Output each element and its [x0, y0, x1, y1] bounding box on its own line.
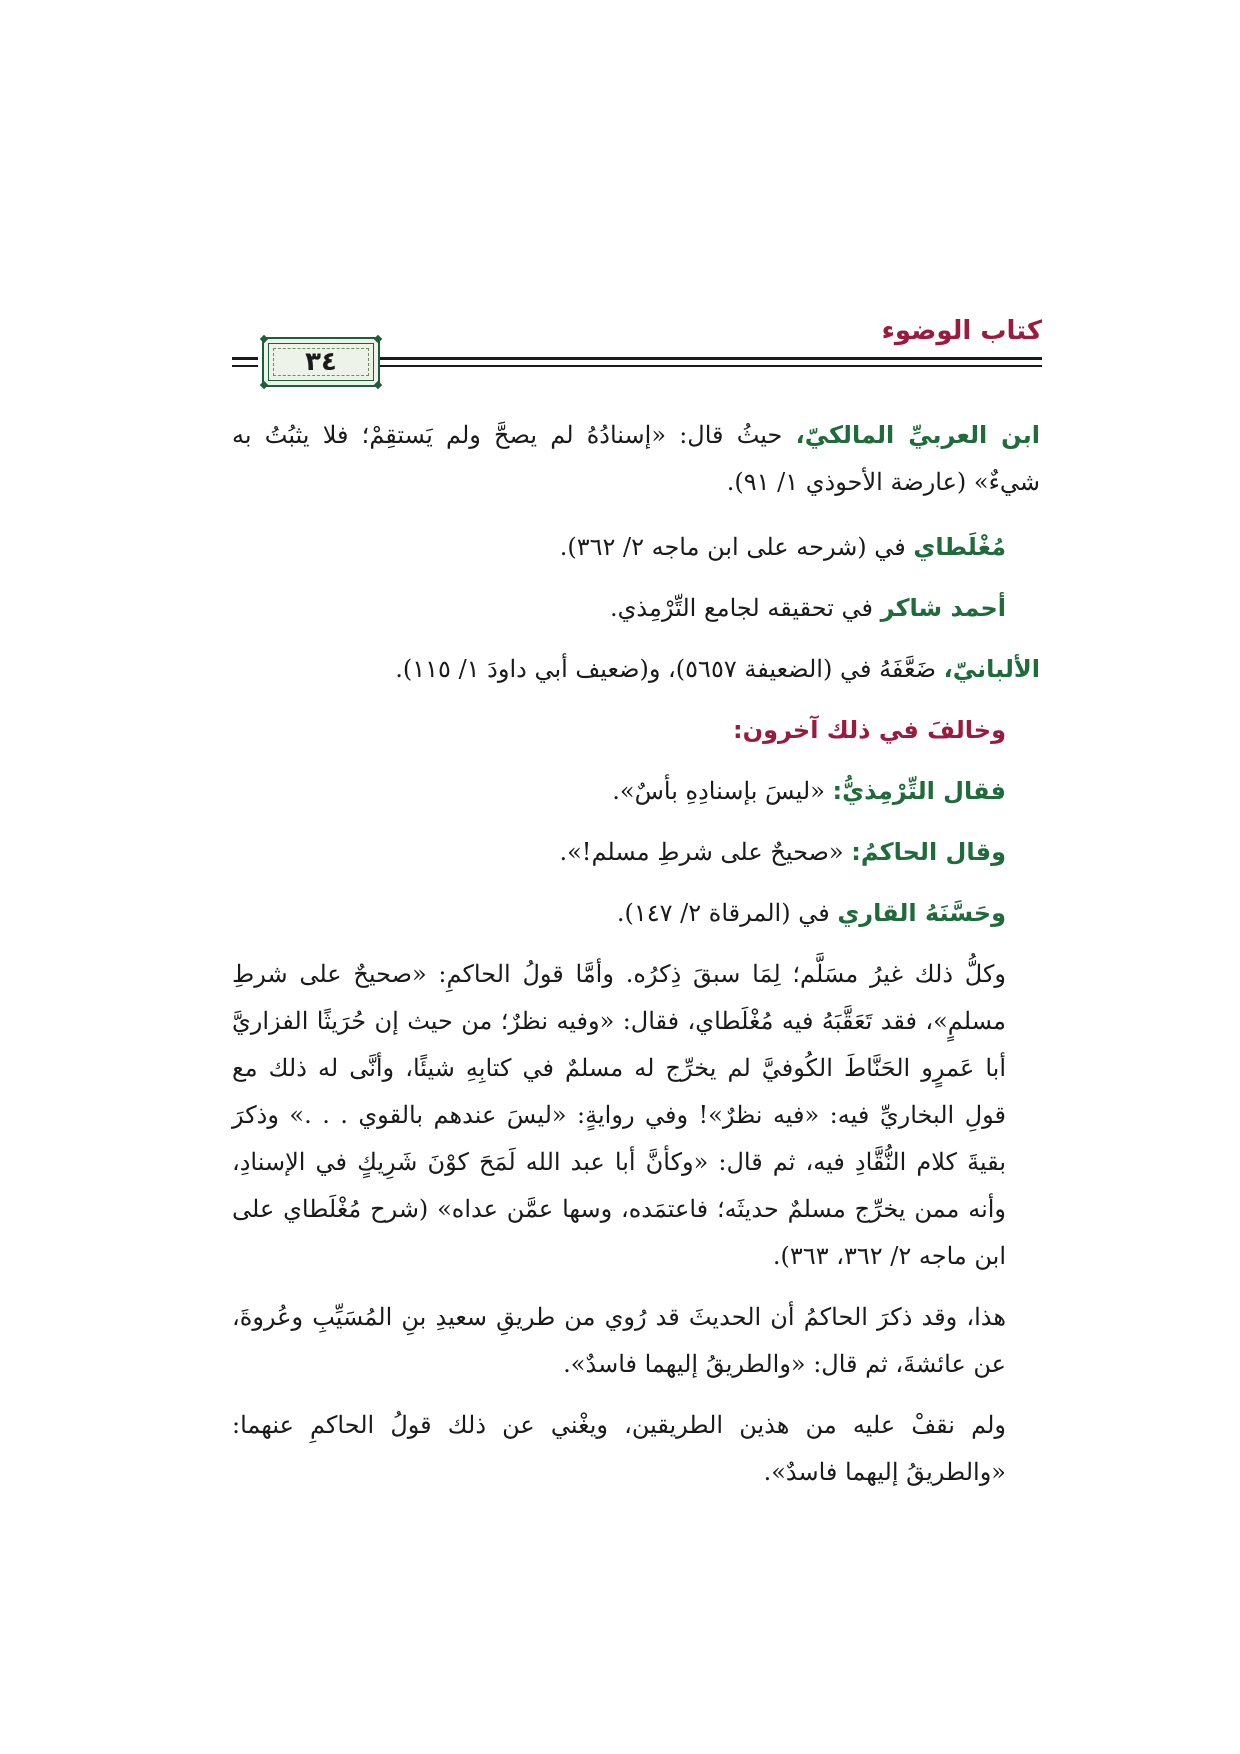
scholar-name: الألبانيّ،	[943, 655, 1040, 683]
scholar-name: أحمد شاكر	[880, 594, 1006, 622]
paragraph-text: «ليسَ بإسنادِهِ بأسٌ».	[612, 777, 833, 805]
ornament-icon	[260, 335, 268, 343]
paragraph-mughlatay	[232, 524, 1040, 571]
paragraph-qari	[232, 890, 1040, 937]
paragraph-text: «صحيحٌ على شرطِ مسلم!».	[559, 838, 852, 866]
ornament-icon	[260, 381, 268, 389]
scholar-name: ابن العربيِّ المالكيّ،	[795, 421, 1040, 449]
scholar-name: وقال الحاكمُ:	[851, 838, 1006, 866]
header-rule	[232, 357, 258, 360]
ornament-icon	[374, 335, 382, 343]
paragraph-text: في (المرقاة ٢/ ١٤٧).	[616, 899, 838, 927]
paragraph-hakim	[232, 829, 1040, 876]
page-number-badge	[262, 337, 380, 387]
page-number: ٣٤	[305, 347, 337, 377]
paragraph-conclusion: ولم نقفْ عليه من هذين الطريقين، ويغْني عن ذلك قولُ الحاكمِ عنهما: «والطريقُ إليهما فاسدٌ».	[232, 1411, 1006, 1486]
paragraph-ibn-al-arabi	[232, 412, 1040, 506]
page-header	[232, 312, 1042, 392]
ornament-icon	[374, 381, 382, 389]
paragraph-other-routes: هذا، وقد ذكرَ الحاكمُ أن الحديثَ قد رُوي من طريقِ سعيدِ بنِ المُسَيِّبِ وعُروةَ، عن عائشةَ، ثم قال: «والطريقُ إليهما فاسدٌ».	[232, 1303, 1006, 1378]
scholar-name: فقال التِّرْمِذيُّ:	[832, 777, 1006, 805]
paragraph-ahmad-shakir	[232, 585, 1040, 632]
header-rule	[380, 357, 1042, 360]
paragraph-tirmidhi	[232, 768, 1040, 815]
page-body	[232, 412, 1040, 1496]
paragraph-albani	[232, 646, 1040, 693]
paragraph-text: ضَعَّفَهُ في (الضعيفة ٥٦٥٧)، و(ضعيف أبي داودَ ١/ ١١٥).	[395, 655, 944, 683]
scholar-name: مُغْلَطاي	[913, 533, 1006, 561]
paragraph-text: في تحقيقه لجامع التِّرْمِذي.	[610, 594, 881, 622]
paragraph-discussion: وكلُّ ذلك غيرُ مسَلَّم؛ لِمَا سبقَ ذِكرُه. وأمَّا قولُ الحاكمِ: «صحيحٌ على شرطِ مسلمٍ»، فقد تَعَقَّبَهُ فيه مُغْلَطاي، فقال: «وفيه نظرٌ؛ من حيث إن حُرَيثًا الفزاريَّ أبا عَمرٍو الحَنَّاطَ الكُوفيَّ لم يخرِّج له مسلمٌ في كتابِهِ شيئًا، وأنَّى له ذلك مع قولِ البخاريِّ فيه: «فيه نظرٌ»! وفي روايةٍ: «ليسَ عندهم بالقوي . . .» وذكرَ بقيةَ كلام النُّقَّادِ فيه، ثم قال: «وكأنَّ أبا عبد الله لَمَحَ كوْنَ شَرِيكٍ في الإسنادِ، وأنه ممن يخرِّج مسلمٌ حديثَه؛ فاعتمَده، وسها عمَّن عداه» (شرح مُغْلَطاي على ابن ماجه ٢/ ٣٦٢، ٣٦٣).	[232, 960, 1007, 1270]
section-heading: وخالفَ في ذلك آخرون:	[732, 716, 1006, 744]
header-rule	[232, 365, 258, 367]
scholar-name: وحَسَّنَهُ القاري	[837, 899, 1006, 927]
paragraph-text: حيثُ قال: «إسنادُهُ لم يصحَّ ولم يَستقِمْ؛ فلا يثبُتُ به شيءٌ» (عارضة الأحوذي ١/ ٩١).	[232, 421, 1040, 496]
header-rule	[380, 365, 1042, 367]
book-title: كتاب الوضوء	[881, 316, 1042, 346]
paragraph-text: في (شرحه على ابن ماجه ٢/ ٣٦٢).	[559, 533, 914, 561]
